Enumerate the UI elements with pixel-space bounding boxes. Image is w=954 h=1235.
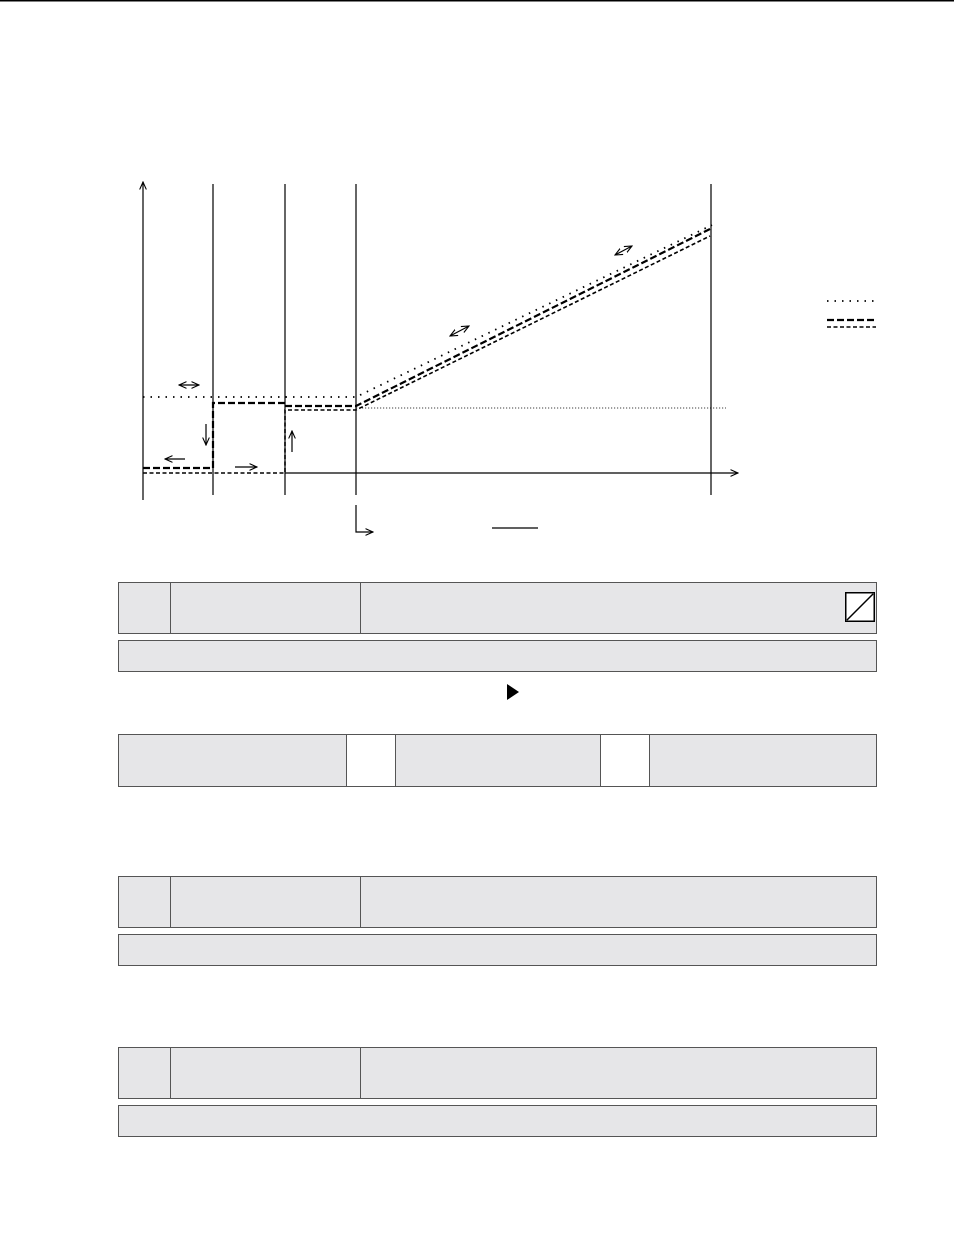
parameter-note [118, 934, 877, 966]
setting-square-icon [845, 592, 875, 622]
parameter-number [119, 583, 171, 633]
parameter-description [361, 583, 876, 633]
legend [827, 301, 876, 327]
range-table [118, 734, 877, 787]
parameter-name [171, 583, 361, 633]
parameter-name [171, 877, 361, 927]
double-arrow-2 [450, 326, 469, 336]
bracket-arrow [356, 505, 373, 532]
parameter-row [118, 1047, 877, 1099]
parameter-table-2 [118, 876, 877, 966]
parameter-description [361, 877, 876, 927]
parameter-note [118, 640, 877, 672]
play-arrow-icon [506, 683, 520, 701]
range-separator-2 [601, 735, 650, 786]
behavior-diagram [0, 170, 954, 550]
parameter-number [119, 877, 171, 927]
parameter-note [118, 1105, 877, 1137]
parameter-table-3 [118, 1047, 877, 1137]
parameter-description [361, 1048, 876, 1098]
range-separator-1 [347, 735, 396, 786]
parameter-number [119, 1048, 171, 1098]
range-cell-2 [396, 735, 601, 786]
parameter-row [118, 582, 877, 634]
parameter-table-1 [118, 582, 877, 672]
range-cell-1 [119, 735, 347, 786]
parameter-name [171, 1048, 361, 1098]
parameter-row [118, 876, 877, 928]
dashed-curve-upper [143, 229, 710, 468]
range-cell-3 [650, 735, 876, 786]
page-header-rule [0, 0, 954, 18]
double-arrow-3 [615, 246, 632, 255]
